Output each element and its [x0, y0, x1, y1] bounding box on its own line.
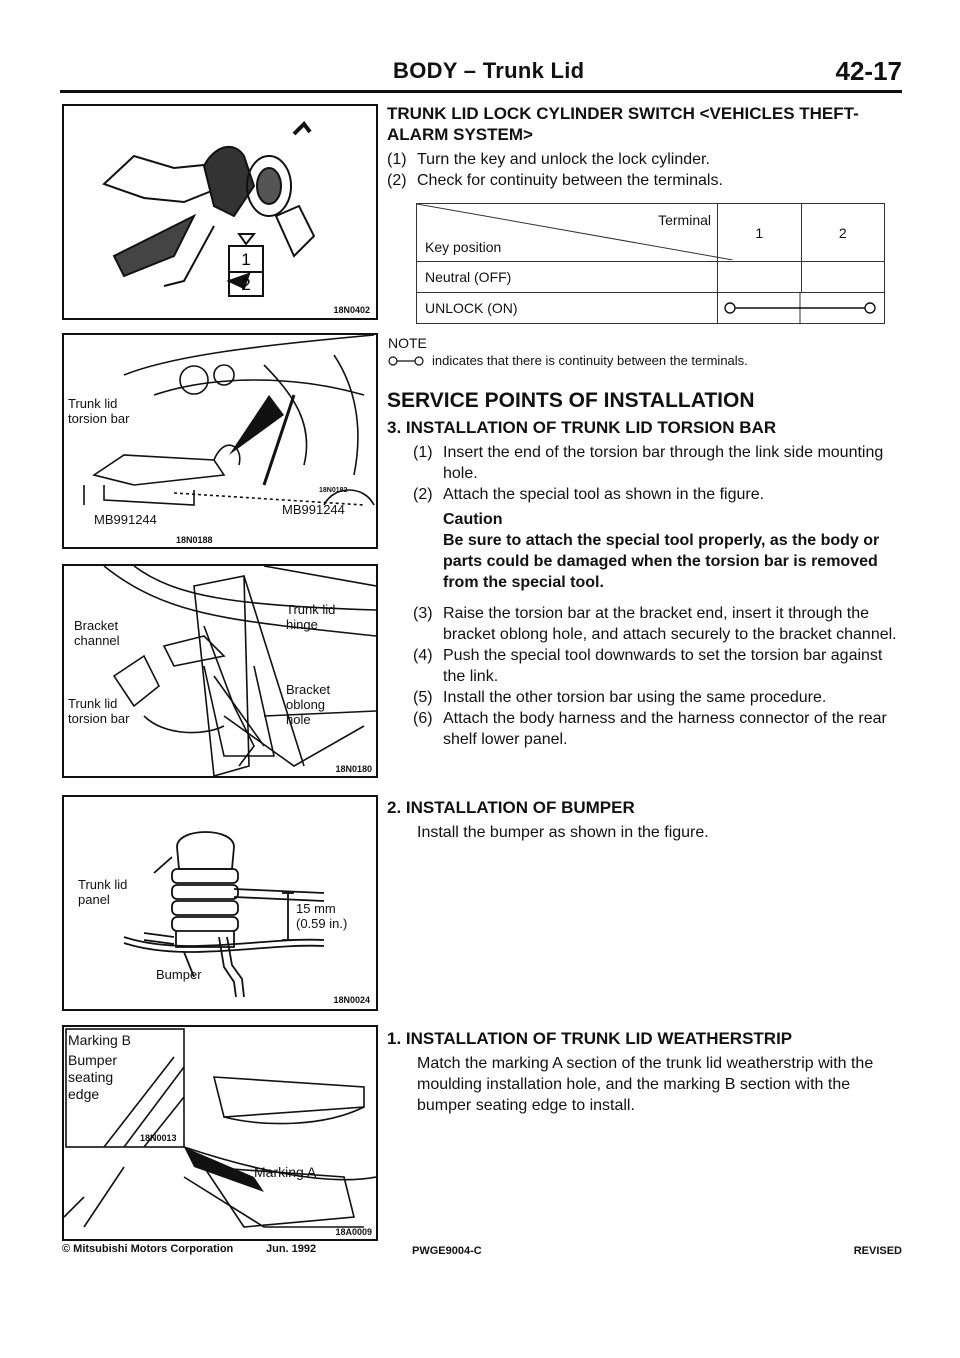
- figure-code: 18N0024: [333, 995, 370, 1005]
- bracket-figure: [62, 564, 378, 778]
- bumper-title: 2. INSTALLATION OF BUMPER: [387, 798, 635, 817]
- bracket-channel-label: Bracket channel: [74, 618, 120, 648]
- bumper-section: [387, 797, 907, 843]
- step-item: (3) Raise the torsion bar at the bracket end, insert it through the bracket oblong hole, and attach securely to the bracket channel.: [413, 605, 897, 643]
- tool-label-right: MB991244: [282, 502, 345, 517]
- row-label: UNLOCK (ON): [417, 293, 718, 324]
- key-position-header: Key position: [425, 239, 502, 255]
- table-cell: [801, 262, 885, 293]
- switch-section: [387, 103, 907, 191]
- torsion-title: 3. INSTALLATION OF TRUNK LID TORSION BAR: [387, 418, 777, 437]
- figure-code: 18A0009: [335, 1227, 372, 1237]
- step-item: (1) Turn the key and unlock the lock cylinder.: [387, 151, 710, 168]
- tool-label-left: MB991244: [94, 512, 157, 527]
- step-item: (4) Push the special tool downwards to set the torsion bar against the link.: [413, 647, 883, 685]
- table-cell: [718, 262, 802, 293]
- weatherstrip-section: [387, 1028, 907, 1116]
- bracket-illustration: [64, 566, 376, 776]
- weatherstrip-title: 1. INSTALLATION OF TRUNK LID WEATHERSTRIP: [387, 1029, 793, 1048]
- section-title: TRUNK LID LOCK CYLINDER SWITCH <VEHICLES THEFT-ALARM SYSTEM>: [387, 104, 859, 144]
- torsion-bar-label: Trunk lid torsion bar: [68, 696, 130, 726]
- figure-code: 18N0180: [335, 764, 372, 774]
- continuity-icon: [388, 355, 424, 367]
- note-line: [388, 352, 748, 370]
- footer-status: REVISED: [853, 1245, 902, 1257]
- terminal-header: Terminal: [658, 212, 711, 228]
- step-item: (2) Attach the special tool as shown in the figure.: [413, 486, 765, 503]
- step-item: (2) Check for continuity between the terminals.: [387, 172, 723, 189]
- switch-steps: [387, 149, 907, 191]
- bumper-label: Bumper: [156, 967, 202, 982]
- step-item: (1) Insert the end of the torsion bar through the link side mounting hole.: [413, 444, 884, 482]
- torsion-bar-figure: [62, 333, 378, 549]
- dimension-label: 15 mm (0.59 in.): [296, 901, 348, 931]
- torsion-bar-label: Trunk lid torsion bar: [68, 396, 130, 426]
- continuity-cell: [718, 293, 885, 324]
- trunk-lid-hinge-label: Trunk lid hinge: [286, 602, 336, 632]
- footer-date: Jun. 1992: [266, 1243, 317, 1255]
- table-corner: [417, 204, 718, 262]
- inset-figure-code: 18N0013: [140, 1133, 177, 1143]
- marking-a-label: Marking A: [254, 1164, 317, 1180]
- continuity-table: [416, 203, 885, 324]
- note-text: indicates that there is continuity between the terminals.: [432, 353, 748, 368]
- note-label: NOTE: [388, 335, 427, 351]
- terminal-2-label: 2: [241, 275, 251, 294]
- bracket-oblong-hole-label: Bracket oblong hole: [286, 682, 331, 727]
- figure-code: 18N0188: [176, 535, 213, 545]
- service-title: SERVICE POINTS OF INSTALLATION: [387, 389, 755, 412]
- step-item: (5) Install the other torsion bar using the same procedure.: [413, 689, 827, 706]
- page-title: BODY – Trunk Lid: [393, 58, 585, 83]
- caution-title: Caution: [443, 511, 503, 528]
- footer-copyright: © Mitsubishi Motors Corporation: [62, 1243, 234, 1255]
- header-rule: [60, 90, 902, 93]
- torsion-steps-b: [413, 603, 907, 750]
- continuity-symbol: [718, 293, 884, 323]
- lock-cylinder-figure: [62, 104, 378, 320]
- trunk-lid-panel-label: Trunk lid panel: [78, 877, 128, 907]
- weatherstrip-figure: [62, 1025, 378, 1241]
- bumper-figure: [62, 795, 378, 1011]
- weatherstrip-text: Match the marking A section of the trunk lid weatherstrip with the moulding installation hole, and the marking B section with the bumper seating edge to install.: [417, 1055, 874, 1114]
- footer-code: PWGE9004-C: [412, 1245, 482, 1257]
- column-header: 2: [801, 204, 885, 262]
- figure-code-small: 18N0182: [319, 487, 348, 494]
- figure-code: 18N0402: [333, 305, 370, 315]
- lock-cylinder-illustration: [64, 106, 376, 318]
- note: [388, 334, 748, 370]
- column-header: 1: [718, 204, 802, 262]
- torsion-steps-a: [413, 442, 907, 505]
- caution-block: [443, 509, 907, 593]
- bumper-text: Install the bumper as shown in the figure.: [417, 824, 709, 841]
- bumper-seating-edge-label: Bumper seating edge: [68, 1052, 118, 1102]
- marking-b-label: Marking B: [68, 1032, 132, 1048]
- service-section: [387, 390, 907, 750]
- page-number: 42-17: [835, 56, 902, 86]
- row-label: Neutral (OFF): [417, 262, 718, 293]
- caution-text: Be sure to attach the special tool properly, as the body or parts could be damaged when the torsion bar is removed from the special tool.: [443, 532, 880, 591]
- terminal-1-label: 1: [241, 250, 251, 269]
- step-item: (6) Attach the body harness and the harness connector of the rear shelf lower panel.: [413, 710, 887, 748]
